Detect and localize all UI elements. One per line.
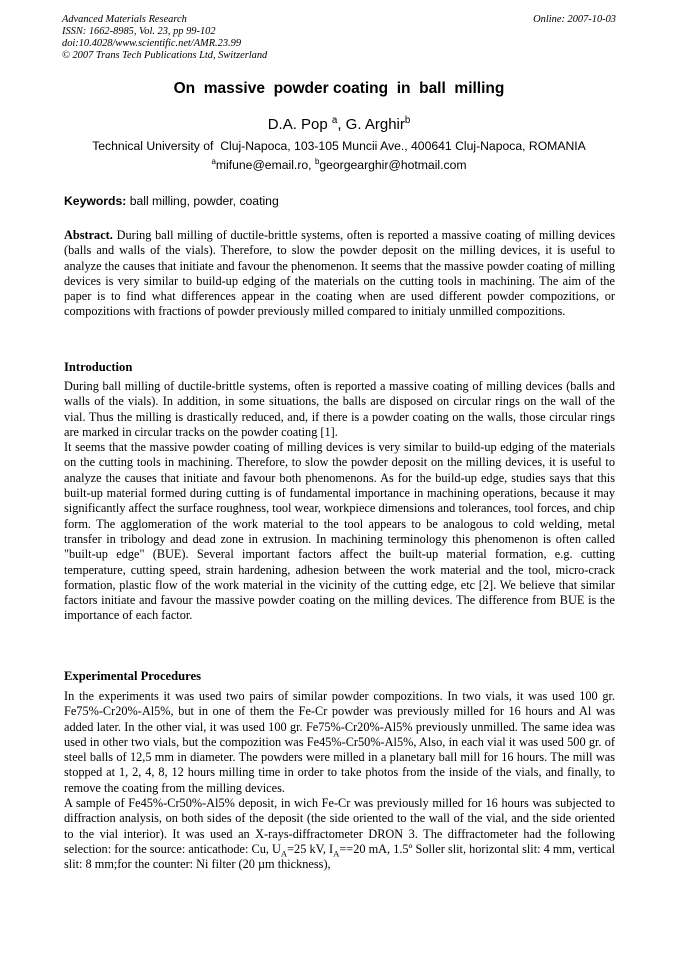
experimental-p2-text: A sample of Fe45%-Cr50%-Al5% deposit, in wich Fe-Cr was previously milled for 16 hours was subjected to diffraction analysis, on both sides of the deposit (the side oriented to the wall of the vial, and the side oriented to the vial interior). It was used an X-rays-diffractometer DRON 3. The diffractometer had the following selection: for the source: anticathode: Cu, U	[64, 796, 615, 856]
author-1-affil-mark: a	[331, 115, 338, 126]
email-b: georgearghir@hotmail.com	[319, 158, 467, 172]
journal-issn: ISSN: 1662-8985, Vol. 23, pp 99-102	[62, 26, 216, 37]
author-emails	[0, 158, 678, 172]
author-2: G. Arghir	[345, 116, 405, 133]
affiliation: Technical University of Cluj-Napoca, 103-105 Muncii Ave., 400641 Cluj-Napoca, ROMANIA	[92, 139, 586, 153]
experimental-p2-end: ==20 mA, 1.5º Soller slit, horizontal slit: 4 mm, vertical slit: 8 mm;for the counter: Ni filter (20 µm thickness),	[64, 841, 615, 872]
voltage-subscript: A	[280, 848, 288, 859]
journal-doi: doi:10.4028/www.scientific.net/AMR.23.99	[62, 38, 242, 49]
experimental-p2-mid: =25 kV, I	[287, 841, 334, 856]
introduction-heading: Introduction	[64, 360, 133, 374]
keywords-line	[64, 194, 616, 208]
keywords-text: ball milling, powder, coating	[126, 194, 279, 208]
introduction-body	[64, 379, 615, 624]
author-2-affil-mark: b	[404, 115, 411, 126]
introduction-paragraph-2: It seems that the massive powder coating of milling devices is very similar to build-up edging of the materials on the cutting tools in machining. Therefore, to slow the powder deposit on the milling devices, it is useful to analyze the causes that initiate and favour both phenomenons. As for the build-up edge, studies says that this built-up material formed during cutting is of fundamental importance in machining operations, because it may significantly affect the surface roughness, tool wear, workpiece dimensions and tolerances, tool forces, and chip form. The agglomeration of the work material to the tool appears to be analogous to cold welding, metal transfer in tribology and dead zone in extrusion. In machining terminology this phenomenon is often called "built-up edge" (BUE). Several important factors affect the built-up material formation, e.g. cutting temperature, cutting speed, strain hardening, adhesion between the work material and the tool, micro-crack formation, plastic flow of the work material in the vicinity of the cutting edge, etc [2]. We believe that similar factors initiate and favour the massive powder coating on the milling devices. The difference from BUE is the importance of each factor.	[64, 440, 615, 623]
paper-title: On massive powder coating in ball milling	[173, 80, 505, 97]
abstract	[64, 228, 615, 320]
email-b-mark: b	[314, 156, 320, 166]
email-a: mifune@email.ro,	[215, 158, 315, 172]
email-a-mark: a	[211, 156, 216, 166]
author-list	[0, 116, 678, 133]
abstract-label: Abstract.	[64, 228, 113, 242]
experimental-heading: Experimental Procedures	[64, 669, 201, 683]
author-separator: ,	[337, 116, 346, 133]
current-subscript: A	[333, 848, 340, 859]
experimental-body	[64, 689, 615, 873]
experimental-paragraph-1: In the experiments it was used two pairs of similar powder compozitions. In two vials, it was used 100 gr. Fe75%-Cr20%-Al5%, but in one of them the Fe-Cr powder was previously milled for 16 hours and Al was added later. In the other vial, it was used 100 gr. Fe75%-Cr20%-Al5% previously unmilled. The same idea was used in other two vials, but the compozition was Fe45%-Cr50%-Al5%, Also, in each vial it was used 500 gr. of steel balls of 12,5 mm in diameter. The powders were milled in a planetary ball mill for 16 hours. The mill was stopped at 1, 2, 4, 8, 12 hours milling time in order to take photos from the inside of the vials, and finally, to remove the coating from the milling devices.	[64, 689, 615, 795]
introduction-paragraph-1: During ball milling of ductile-brittle systems, often is reported a massive coating of milling devices (balls and walls of the vials). In addition, in some situations, the balls are disposed on circular rings on the wall of the vial. Thus the milling is drastically reduced, and, if there is a powder coating on the walls, those circular rings are marked in circular tracks on the powder coating [1].	[64, 379, 615, 439]
online-date: Online: 2007-10-03	[533, 14, 616, 25]
journal-header	[62, 14, 616, 62]
abstract-text: During ball milling of ductile-brittle systems, often is reported a massive coating of milling devices (balls and walls of the vials). Therefore, to slow the powder deposit on the milling devices, it is useful to analyze the causes that initiate and favour the phenomenon. It seems that the massive powder coating of milling devices is very similar to build-up edging of the materials on the cutting tools in machining. The aim of the paper is to find what differences appear in the coating when are used different powder compozitions, or compozitions with fractions of powder previously milled compared to initialy unmilled compozitions.	[64, 228, 615, 319]
experimental-paragraph-2	[64, 796, 615, 872]
keywords-label: Keywords:	[64, 194, 127, 208]
journal-copyright: © 2007 Trans Tech Publications Ltd, Switzerland	[62, 50, 268, 61]
journal-name: Advanced Materials Research	[62, 14, 187, 25]
author-1: D.A. Pop	[267, 116, 328, 133]
